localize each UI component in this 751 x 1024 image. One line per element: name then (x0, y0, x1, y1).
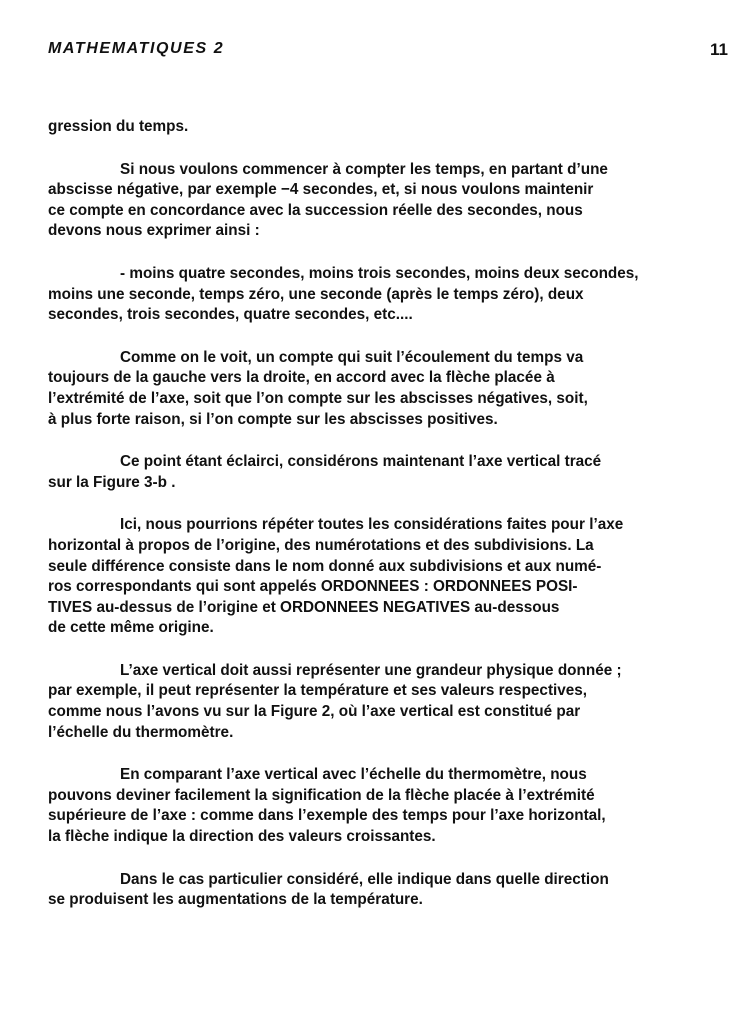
text-line: pouvons deviner facilement la signification de la flèche placée à l’extrémité (48, 786, 595, 804)
text-line: moins une seconde, temps zéro, une seconde (après le temps zéro), deux (48, 285, 584, 303)
paragraph (48, 661, 732, 743)
page-number: 11 (710, 40, 728, 59)
text-line: comme nous l’avons vu sur la Figure 2, où l’axe vertical est constitué par (48, 703, 581, 721)
text-line: Ici, nous pourrions répéter toutes les considérations faites pour l’axe (120, 516, 624, 534)
text-line: seule différence consiste dans le nom donné aux subdivisions et aux numé- (48, 557, 602, 575)
text-line: de cette même origine. (48, 619, 214, 637)
text-line: gression du temps. (48, 118, 189, 135)
text-line: secondes, trois secondes, quatre secondes, etc.... (48, 306, 413, 324)
paragraph (48, 765, 732, 847)
text-line: toujours de la gauche vers la droite, en accord avec la flèche placée à (48, 369, 555, 387)
paragraph (48, 870, 732, 911)
running-head: MATHEMATIQUES 2 (48, 40, 225, 57)
text-line: L’axe vertical doit aussi représenter une grandeur physique donnée ; (120, 661, 622, 679)
paragraph (48, 515, 732, 639)
body-text (48, 117, 732, 911)
text-line: supérieure de l’axe : comme dans l’exemple des temps pour l’axe horizontal, (48, 807, 606, 825)
text-line: TIVES au-dessus de l’origine et ORDONNEES NEGATIVES au-dessous (48, 598, 560, 616)
text-line: ros correspondants qui sont appelés ORDONNEES : ORDONNEES POSI- (48, 578, 578, 596)
text-line: Dans le cas particulier considéré, elle indique dans quelle direction (120, 870, 609, 888)
paragraph (48, 264, 732, 326)
text-line: par exemple, il peut représenter la température et ses valeurs respectives, (48, 682, 588, 700)
text-line: à plus forte raison, si l’on compte sur les abscisses positives. (48, 410, 498, 428)
text-line: horizontal à propos de l’origine, des numérotations et des subdivisions. La (48, 536, 594, 554)
text-line: abscisse négative, par exemple −4 secondes, et, si nous voulons maintenir (48, 181, 594, 199)
text-line: sur la Figure 3-b . (48, 473, 176, 491)
text-line: Comme on le voit, un compte qui suit l’écoulement du temps va (120, 348, 584, 366)
text-line: l’échelle du thermomètre. (48, 723, 234, 741)
text-line: ce compte en concordance avec la succession réelle des secondes, nous (48, 201, 583, 219)
text-line: se produisent les augmentations de la température. (48, 891, 423, 909)
text-line: Si nous voulons commencer à compter les temps, en partant d’une (120, 160, 608, 178)
text-line: Ce point étant éclairci, considérons maintenant l’axe vertical tracé (120, 453, 602, 471)
paragraph (48, 160, 732, 242)
text-line: devons nous exprimer ainsi : (48, 222, 260, 240)
paragraph (48, 117, 732, 138)
text-line: - moins quatre secondes, moins trois secondes, moins deux secondes, (120, 264, 639, 282)
text-line: la flèche indique la direction des valeurs croissantes. (48, 828, 436, 846)
page-header (48, 40, 728, 64)
text-line: l’extrémité de l’axe, soit que l’on compte sur les abscisses négatives, soit, (48, 389, 588, 407)
paragraph (48, 348, 732, 430)
paragraph (48, 452, 732, 493)
text-line: En comparant l’axe vertical avec l’échelle du thermomètre, nous (120, 766, 587, 784)
